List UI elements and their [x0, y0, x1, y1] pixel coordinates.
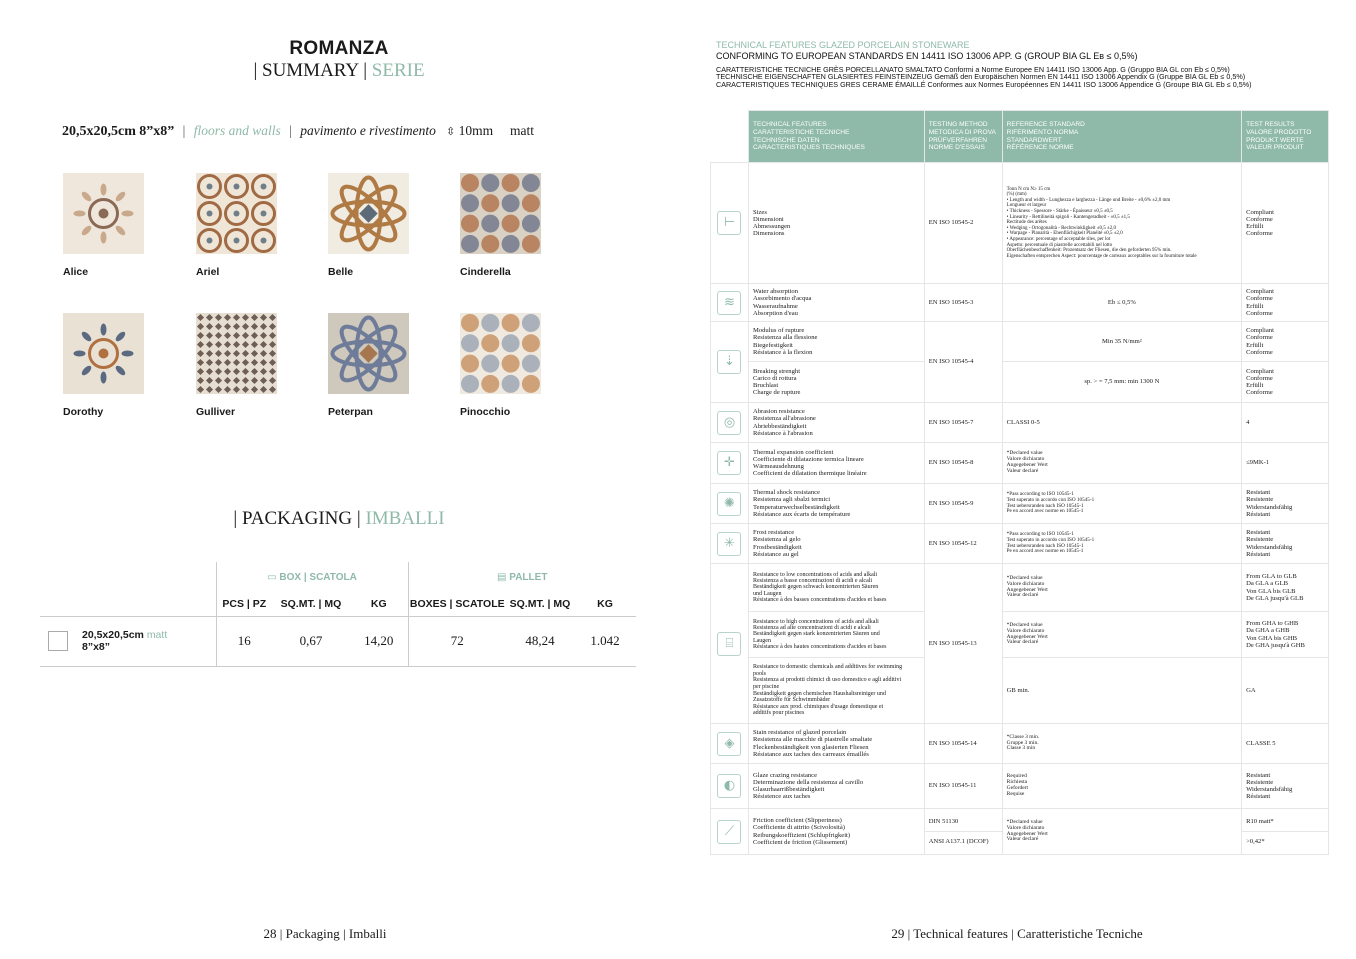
tile-name: Peterpan — [328, 406, 373, 418]
footer-right-text: Technical features | Caratteristiche Tecniche — [913, 926, 1143, 941]
imballi-label: IMBALLI — [365, 508, 445, 529]
feat-sizes: Sizes Dimensioni Abmessungen Dimensions — [748, 163, 924, 284]
feat-abrasion: Abrasion resistance Resistenza all'abrasione Abriebbeständigkeit Résistance à l'abrasion — [748, 403, 924, 443]
th-method: TESTING METHOD METODICA DI PROVA PRÜFVERFAHREN NORME D'ESSAIS — [924, 111, 1002, 163]
feat-thermal-expansion: Thermal expansion coefficient Coefficiente di dilatazione termica lineare Wärmeausdehnung Coefficient de dilatation thermique linéaire — [748, 443, 924, 484]
box-icon: ▭ — [267, 571, 277, 583]
pallet-icon: ▤ — [497, 571, 507, 583]
ref-chem-low: *Declared value Valore dichiarato Angegebener Wert Valeur declaré — [1002, 564, 1241, 612]
ref-breaking: sp. > = 7,5 mm: min 1300 N — [1002, 362, 1241, 403]
footer-left-text: Packaging | Imballi — [285, 926, 387, 941]
val-kg-pallet: 1.042 — [574, 616, 636, 666]
tech-table — [710, 110, 1329, 855]
right-page — [678, 0, 1356, 959]
footer-left: 28 | Packaging | Imballi — [263, 926, 387, 941]
val-pcs: 16 — [216, 616, 272, 666]
tile-cinderella — [460, 173, 541, 254]
method-friction-din: DIN 51130 — [925, 812, 1002, 832]
val-sqmt-box: 0,67 — [272, 616, 350, 666]
method-water: EN ISO 10545-3 — [924, 284, 1002, 322]
packaging-heading: | PACKAGING | IMBALLI — [233, 508, 445, 529]
page-number-left: 28 — [263, 926, 277, 941]
table-row — [711, 443, 1329, 484]
method-frost: EN ISO 10545-12 — [924, 524, 1002, 564]
chemical-icon: ⌸ — [717, 632, 741, 656]
col-boxes: BOXES | SCATOLE — [408, 592, 506, 616]
thickness-icon: ⇳ — [446, 125, 456, 138]
res-breaking: Compliant Conforme Erfüllt Conforme — [1242, 362, 1329, 403]
res-chem-domestic: GA — [1242, 658, 1329, 724]
feat-breaking: Breaking strenght Carico di rottura Bruchlast Charge de rupture — [748, 362, 924, 403]
ref-glaze: Required Richiesta Gefordert Requise — [1002, 764, 1241, 809]
feat-friction: Friction coefficient (Slipperiness) Coefficiente di attrito (Scivolosità) Reibungskoeffizient (Schlupfrigkeit) Coefficient de friction (Glissement) — [748, 809, 924, 855]
tile-name: Dorothy — [63, 406, 104, 418]
tech-heading: TECHNICAL FEATURES GLAZED PORCELAIN STONEWARE — [716, 40, 970, 50]
tile-dorothy — [63, 313, 144, 394]
feat-water: Water absorption Assorbimento d'acqua Wasseraufnahme Absorption d'eau — [748, 284, 924, 322]
row-size-in: 8”x8” — [82, 641, 111, 653]
table-row — [711, 403, 1329, 443]
feat-frost: Frost resistance Resistenza al gelo Frostbeständigkeit Résistance au gel — [748, 524, 924, 564]
feat-thermal-shock: Thermal shock resistance Resistenza agli sbalzi termici Temperaturwechselbeständigkeit Résistance aux écarts de température — [748, 484, 924, 524]
box-group: ▭ BOX | SCATOLA — [216, 562, 408, 592]
size-in: 8”x8” — [139, 124, 175, 139]
res-thermal-shock: Resistant Resistente Widerstandsfähig Résistant — [1242, 484, 1329, 524]
tile-name: Belle — [328, 266, 354, 278]
ref-thermal-shock: *Pass according to ISO 10545-1 Test superato in accordo con ISO 10545-1 Test uebersranden nach ISO 10545-1 Pe en accord avec norme en 10545-1 — [1002, 484, 1241, 524]
ref-chem-high: *Declared value Valore dichiarato Angegebener Wert Valeur declaré — [1002, 612, 1241, 658]
tile-ariel — [196, 173, 277, 254]
floors-walls: floors and walls — [193, 123, 281, 138]
col-sqmt-box: SQ.MT. | MQ — [272, 592, 350, 616]
tech-translations: CARATTERISTICHE TECNICHE GRÈS PORCELLANATO SMALTATO Conformi a Norme Europee EN 14411 ISO 13006 App. G (Gruppo BIA GL con Eb ≤ 0,5%) TECHNISCHE EIGENSCHAFTEN GLASIERTES FEINSTEINZEUG Gemäß den Europäischen Normen EN 14411 ISO 13006 Appendix G (Gruppe BIA GL Eb ≤ 0,5%) CARACTERISTIQUES TECHNIQUES GRES CERAME ÉMAILLÉ Conformes aux Normes Européennes EN 14411 ISO 13006 Appendice G (Groupe BIA GL Eb ≤ 0,5%) — [716, 65, 1252, 89]
row-finish: matt — [146, 629, 168, 641]
feat-modulus: Modulus of rupture Resistenza alla flessione Biegefestigkeit Résistance à la flexion — [748, 322, 924, 362]
tile-name: Pinocchio — [460, 406, 511, 418]
res-thermal-expansion: ≤9MK-1 — [1242, 443, 1329, 484]
summary-label: SUMMARY — [262, 60, 359, 81]
res-stain: CLASSE 5 — [1242, 724, 1329, 764]
res-sizes: Compliant Conforme Erfüllt Conforme — [1242, 163, 1329, 284]
tile-name: Cinderella — [460, 266, 511, 278]
val-kg-box: 14,20 — [350, 616, 408, 666]
ref-stain: *Classe 3 min. Gruppe 3 min. Classe 3 min — [1002, 724, 1241, 764]
res-chem-low: From GLA to GLB Da GLA a GLB Von GLA bis GLB De GLA jusqu'à GLB — [1242, 564, 1329, 612]
res-modulus: Compliant Conforme Erfüllt Conforme — [1242, 322, 1329, 362]
footer-right: 29 | Technical features | Caratteristiche Tecniche — [891, 926, 1143, 941]
col-pcs: PCS | PZ — [216, 592, 272, 616]
method-thermal-shock: EN ISO 10545-9 — [924, 484, 1002, 524]
collection-title: ROMANZA — [289, 38, 389, 59]
col-kg-box: KG — [350, 592, 408, 616]
thermal-icon: ✺ — [717, 492, 741, 516]
method-chemical: EN ISO 10545-13 — [924, 564, 1002, 724]
stain-icon: ◈ — [717, 732, 741, 756]
feat-chem-low: Resistance to low concentrations of acids and alkali Resistenza a basse concentrazioni di acidi e alcali Beständigkeit gegen schwach konzentrierten Säuren und Laugen Résistance à des basses concentrations d'acides et bases — [748, 564, 924, 612]
frost-icon: ✳ — [717, 532, 741, 556]
ref-chem-domestic: GB min. — [1002, 658, 1241, 724]
ref-modulus: Min 35 N/mm² — [1002, 322, 1241, 362]
table-row — [711, 809, 1329, 855]
tile-pinocchio — [460, 313, 541, 394]
table-row — [40, 616, 636, 666]
tile-gulliver — [196, 313, 277, 394]
table-row — [711, 724, 1329, 764]
res-frost: Resistant Resistente Widerstandsfähig Résistant — [1242, 524, 1329, 564]
table-row — [711, 612, 1329, 658]
spec-line: 20,5x20,5cm 8”x8” | floors and walls | pavimento e rivestimento ⇳ 10mm matt — [62, 123, 535, 139]
water-icon: ≋ — [717, 291, 741, 315]
method-glaze: EN ISO 10545-11 — [924, 764, 1002, 809]
size-cm: 20,5x20,5cm — [62, 124, 136, 139]
th-reference: REFERENCE STANDARD RIFERIMENTO NORMA STANDARDWERT RÉFÉRENCE NORME — [1002, 111, 1241, 163]
method-stain: EN ISO 10545-14 — [924, 724, 1002, 764]
res-friction-ansi: >0,42* — [1246, 838, 1265, 845]
table-row — [711, 764, 1329, 809]
res-chem-high: From GHA to GHB Da GHA a GHB Von GHA bis GHB De GHA jusqu'à GHB — [1242, 612, 1329, 658]
tile-square-icon — [48, 631, 68, 651]
ref-friction: *Declared value Valore dichiarato Angegebener Wert Valeur declaré — [1002, 809, 1241, 855]
tile-alice — [63, 173, 144, 254]
feat-chem-domestic: Resistance to domestic chemicals and additives for swimming pools Resistenza ai prodotti chimici di uso domestico e agli additivi per piscine Beständigkeit gegen chemischen Haushaltsreiniger und Zusatzstoffe für Schwimmbäder Résistance aux prod. chimiques d'usage domestique et additifs pour piscines — [748, 658, 924, 724]
thickness: 10mm — [458, 123, 494, 138]
ref-frost: *Pass according to ISO 10545-1 Test superato in accordo con ISO 10545-1 Test uebersranden nach ISO 10545-1 Pe en accord avec norme en 10545-1 — [1002, 524, 1241, 564]
abrasion-icon: ◎ — [717, 411, 741, 435]
feat-chem-high: Resistance to high concentrations of acids and alkali Resistenza ad alte concentrazioni di acidi e alcali Beständigkeit gegen stark konzentrierten Säuren und Laugen Résistance à des hautes concentrations d'acides et bases — [748, 612, 924, 658]
feat-glaze: Glaze crazing resistance Determinazione della resistenza al cavillo Glasurhaarrißbeständigkeit Résistence aux taches — [748, 764, 924, 809]
th-feature: TECHNICAL FEATURES CARATTERISTICHE TECNICHE TECHNISCHE DATEN CARACTERISTIQUES TECHNIQUES — [748, 111, 924, 163]
table-row — [711, 658, 1329, 724]
res-friction-din: R10 matt* — [1242, 812, 1328, 832]
finish: matt — [510, 123, 535, 138]
friction-icon: ⟋ — [717, 820, 741, 844]
tech-standard: CONFORMING TO EUROPEAN STANDARDS EN 14411 ISO 13006 APP. G (GROUP BIA GL Eʙ ≤ 0,5%) — [716, 51, 1138, 61]
method-friction-ansi: ANSI A137.1 (DCOF) — [928, 838, 989, 845]
res-glaze: Resistant Resistente Widerstandsfähig Résistant — [1242, 764, 1329, 809]
res-abrasion: 4 — [1242, 403, 1329, 443]
table-row — [711, 362, 1329, 403]
ref-sizes: Tonn N cm N≥ 15 cm (%) (mm) • Length and width - Lunghezza e larghezza - Länge und Breite - ±0,6% ±2,0 mm Longueur et largeur • Thickness - Spessore - Stärke - Épaisseur ±0,5 ±0,5 • Linearity - Rettilineità spigoli - Kantengeradheit - ±0,5 ±1,5 Rectitude des arêtes • Wedging - Ortogonalità - Rechtwinkligkeit ±0,5 ±2,0 • Warpage - Planarità - Ebenflächigkeit Planéité ±0,5 ±2,0 • Appearance: percentage of acceptable tiles, per lot Aspetto: percentuale di piastrelle accettabili nel lotto Oberflächenbeschaffenheit: Prozentsatz der Fliesen, die den geforderten 95% min. Eigenschaften entsprechen Aspect: pourcentage de carreaux acceptables sur la fourniture totale — [1002, 163, 1241, 284]
expansion-icon: ✛ — [717, 451, 741, 475]
col-kg-pallet: KG — [574, 592, 636, 616]
tile-peterpan — [328, 313, 409, 394]
row-size: 20,5x20,5cm — [82, 629, 144, 641]
method-modulus: EN ISO 10545-4 — [924, 322, 1002, 403]
tile-belle — [328, 173, 409, 254]
packaging-label: PACKAGING — [241, 508, 353, 529]
method-thermal-expansion: EN ISO 10545-8 — [924, 443, 1002, 484]
table-row — [711, 322, 1329, 362]
tile-name: Ariel — [196, 266, 220, 278]
table-row — [711, 163, 1329, 284]
tile-name: Gulliver — [196, 406, 236, 418]
ref-abrasion: CLASSI 0-5 — [1002, 403, 1241, 443]
table-row — [711, 484, 1329, 524]
crazing-icon: ◐ — [717, 774, 741, 798]
tile-name: Alice — [63, 266, 89, 278]
table-row — [711, 284, 1329, 322]
ref-water: Eb ≤ 0,5% — [1002, 284, 1241, 322]
packaging-table — [40, 562, 636, 667]
page-number-right: 29 — [891, 926, 905, 941]
method-sizes: EN ISO 10545-2 — [924, 163, 1002, 284]
pallet-group: ▤ PALLET — [408, 562, 636, 592]
table-row — [711, 564, 1329, 612]
pavimento: pavimento e rivestimento — [300, 123, 436, 138]
th-results: TEST RESULTS VALORE PRODOTTO PRODUKT WERTE VALEUR PRODUIT — [1242, 111, 1329, 163]
col-sqmt-pallet: SQ.MT. | MQ — [506, 592, 574, 616]
ref-thermal-expansion: *Declared value Valore dichiarato Angegebener Wert Valeur declaré — [1002, 443, 1241, 484]
summary-heading: | SUMMARY | SERIE — [253, 60, 425, 81]
feat-stain: Stain resistance of glazed porcelain Resistenza alle macchie di piastrelle smaltate Fleckenbeständigkeit von glasierten Fliesen Résistance aux taches des carreaux émaillés — [748, 724, 924, 764]
res-water: Compliant Conforme Erfüllt Conforme — [1242, 284, 1329, 322]
table-row — [711, 524, 1329, 564]
val-sqmt-pallet: 48,24 — [506, 616, 574, 666]
val-boxes: 72 — [408, 616, 506, 666]
serie-label: SERIE — [371, 60, 425, 81]
ruler-icon: ⊢ — [717, 211, 741, 235]
flex-icon: ⇣ — [717, 350, 741, 374]
method-abrasion: EN ISO 10545-7 — [924, 403, 1002, 443]
